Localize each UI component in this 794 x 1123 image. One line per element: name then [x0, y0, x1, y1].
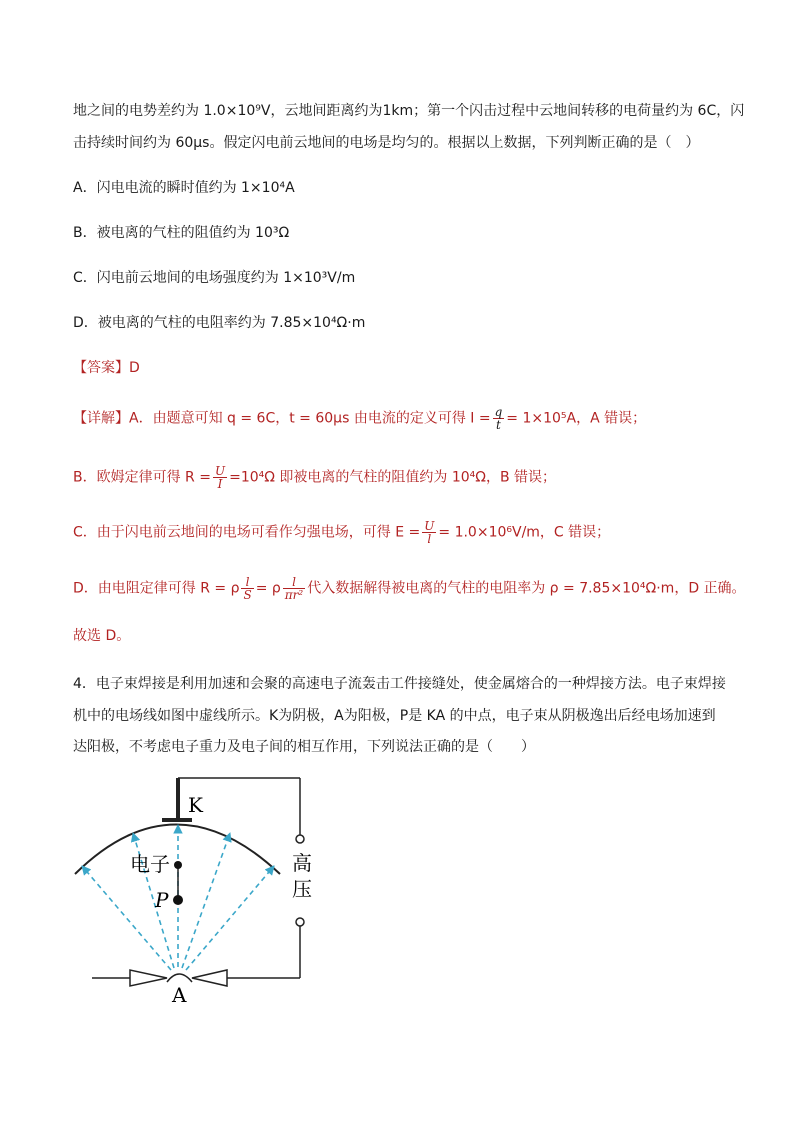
frac-num: q — [494, 405, 503, 419]
hv-label-1: 高 — [292, 851, 312, 875]
detail-b-post: =10⁴Ω 即被电离的气柱的阻值约为 10⁴Ω，B 错误； — [229, 469, 557, 486]
fraction-u-over-i — [213, 465, 227, 490]
option-b: B．被电离的气柱的阻值约为 10³Ω — [73, 225, 290, 241]
frac-den: I — [217, 477, 223, 491]
detail-d — [73, 576, 746, 601]
electron-beam-diagram — [70, 770, 350, 1010]
intro-line-2: 击持续时间约为 60μs。假定闪电前云地间的电场是均匀的。根据以上数据，下列判断正确的是（ ） — [73, 135, 700, 151]
detail-a-post: = 1×10⁵A，A 错误； — [506, 410, 647, 427]
intro-line-1: 地之间的电势差约为 1.0×10⁹V，云地间距离约为1km；第一个闪击过程中云地间转移的电荷量约为 6C，闪 — [73, 103, 745, 119]
detail-a-pre: A．由题意可知 q = 6C，t = 60μs 由电流的定义可得 I = — [129, 410, 491, 427]
point-p-label: P — [155, 888, 169, 912]
frac-num: l — [241, 576, 253, 589]
point-p-dot — [173, 895, 183, 905]
anode-label: A — [172, 983, 187, 1007]
fraction-q-over-t — [493, 406, 505, 431]
anode-arc — [167, 974, 192, 982]
detail-b-pre: B．欧姆定律可得 R = — [73, 469, 211, 486]
hv-terminal-top — [296, 835, 304, 843]
fraction-l-over-pi-r2 — [283, 576, 305, 601]
detail-d-mid: = ρ — [255, 580, 281, 597]
field-line-5 — [186, 866, 274, 970]
question-4-line-2: 机中的电场线如图中虚线所示。K为阴极，A为阳极，P是 KA 的中点，电子束从阴极逸出后经电场加速到 — [73, 708, 716, 724]
option-a: A．闪电电流的瞬时值约为 1×10⁴A — [73, 180, 295, 196]
question-4-line-1: 4．电子束焊接是利用加速和会聚的高速电子流轰击工件接缝处，使金属熔合的一种焊接方法。电子束焊接 — [73, 676, 726, 692]
frac-den: πr² — [284, 588, 304, 602]
anode-right-wedge — [192, 970, 227, 986]
detail-c — [73, 520, 610, 545]
detail-c-pre: C．由于闪电前云地间的电场可看作匀强电场，可得 E = — [73, 524, 421, 541]
electron-label: 电子 — [130, 852, 170, 876]
frac-den: l — [427, 532, 432, 546]
detail-conclusion: 故选 D。 — [73, 628, 131, 644]
question-4-line-3: 达阳极，不考虑电子重力及电子间的相互作用，下列说法正确的是（ ） — [73, 739, 535, 755]
answer-line — [73, 358, 140, 378]
field-line-4 — [182, 833, 230, 968]
cathode-label: K — [188, 793, 203, 817]
option-d: D．被电离的气柱的电阻率约为 7.85×10⁴Ω·m — [73, 315, 366, 331]
detail-c-post: = 1.0×10⁶V/m，C 错误； — [438, 524, 611, 541]
detail-a — [73, 406, 646, 431]
frac-den: t — [496, 418, 501, 432]
fraction-u-over-l — [422, 520, 436, 545]
answer-value: D — [129, 360, 140, 376]
option-c: C．闪电前云地间的电场强度约为 1×10³V/m — [73, 270, 356, 286]
frac-num: l — [283, 576, 305, 589]
frac-den: S — [243, 588, 252, 602]
electron-dot — [174, 861, 182, 869]
detail-b — [73, 465, 556, 490]
answer-tag: 【答案】 — [73, 360, 129, 376]
fraction-l-over-s — [241, 576, 253, 601]
field-line-1 — [82, 866, 171, 970]
hv-label-2: 压 — [292, 877, 312, 901]
detail-tag: 【详解】 — [73, 410, 129, 427]
frac-num: U — [214, 464, 226, 478]
detail-d-post: 代入数据解得被电离的气柱的电阻率为 ρ = 7.85×10⁴Ω·m，D 正确。 — [307, 580, 746, 597]
detail-d-pre: D．由电阻定律可得 R = ρ — [73, 580, 240, 597]
hv-terminal-bottom — [296, 918, 304, 926]
anode-left-wedge — [130, 970, 167, 986]
frac-num: U — [424, 519, 435, 533]
